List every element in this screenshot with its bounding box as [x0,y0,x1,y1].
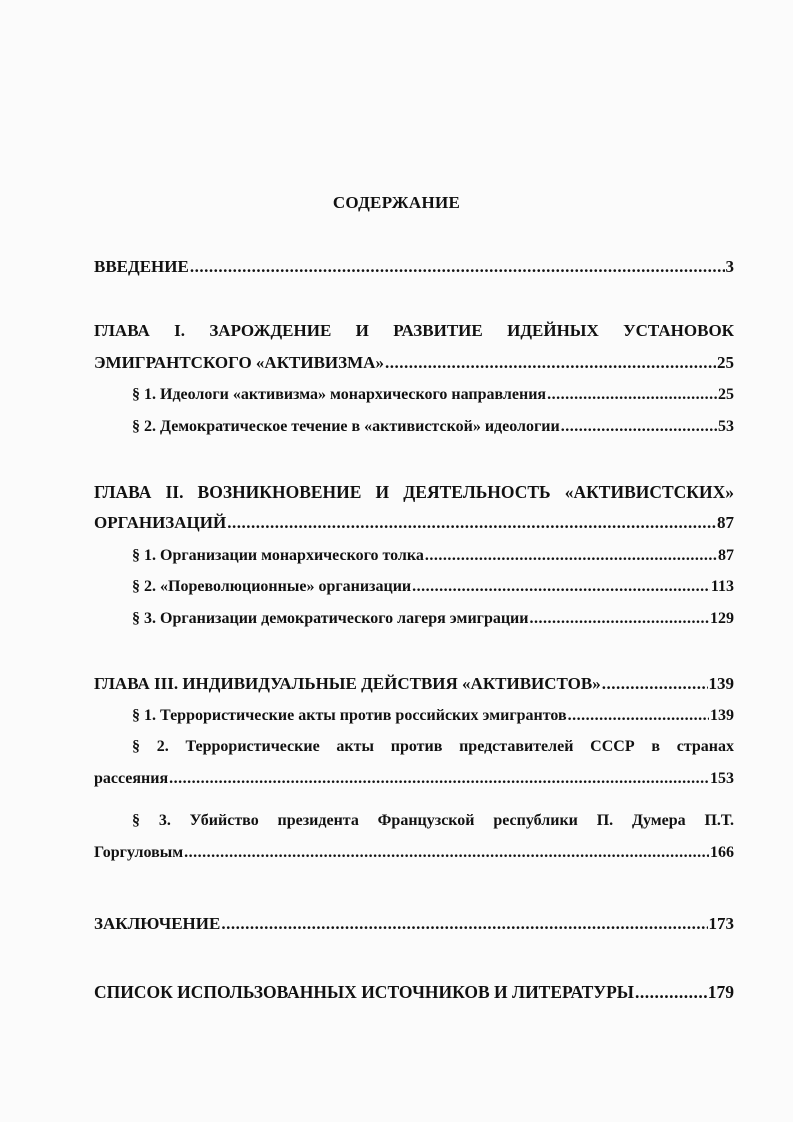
leader-dots [385,352,716,374]
toc-entry-chapter-2-section-1[interactable] [132,545,734,567]
page-number: 166 [710,844,734,861]
chapter-3-section-3-line1[interactable]: § 3. Убийство президента Французской республики П. Думера П.Т. [132,812,734,829]
leader-dots [561,416,717,438]
page-number: 87 [717,513,734,532]
toc-entry-chapter-1[interactable] [94,352,734,374]
entry-label: § 2. «Пореволюционные» организации [132,578,412,595]
toc-entry-chapter-3-section-3[interactable] [94,842,734,864]
toc-entry-chapter-2-section-3[interactable] [132,608,734,630]
leader-dots [169,768,709,790]
entry-label: § 3. Организации демократического лагеря эмиграции [132,610,529,627]
chapter-1-heading-line1[interactable]: ГЛАВА I. ЗАРОЖДЕНИЕ И РАЗВИТИЕ ИДЕЙНЫХ УСТАНОВОК [94,321,734,340]
toc-entry-chapter-3[interactable] [94,673,734,695]
page-number: 173 [708,914,734,933]
entry-label: СПИСОК ИСПОЛЬЗОВАННЫХ ИСТОЧНИКОВ И ЛИТЕРАТУРЫ [94,982,634,1002]
entry-label: ЗАКЛЮЧЕНИЕ [94,914,221,933]
page-number: 25 [718,386,734,403]
chapter-2-heading-line1[interactable]: ГЛАВА II. ВОЗНИКНОВЕНИЕ И ДЕЯТЕЛЬНОСТЬ «АКТИВИСТСКИХ» [94,482,734,502]
entry-label: ВВЕДЕНИЕ [94,257,189,276]
toc-entry-chapter-2-section-2[interactable] [132,576,734,598]
entry-label: ГЛАВА III. ИНДИВИДУАЛЬНЫЕ ДЕЙСТВИЯ «АКТИВИСТОВ» [94,674,601,693]
entry-label: § 1. Организации монархического толка [132,547,424,564]
toc-entry-conclusion[interactable] [94,913,734,935]
entry-label: рассеяния [94,770,169,787]
leader-dots [412,576,710,598]
leader-dots [221,913,707,935]
leader-dots [568,705,709,727]
page-number: 3 [725,257,734,276]
leader-dots [530,608,710,630]
leader-dots [602,673,708,695]
entry-label: § 2. Демократическое течение в «активистской» идеологии [132,418,560,435]
toc-entry-sources[interactable] [94,981,734,1003]
leader-dots [547,384,717,406]
page-number: 113 [710,578,734,595]
toc-entry-chapter-3-section-1[interactable] [132,705,734,727]
page-number: 129 [710,610,734,627]
entry-label: § 1. Террористические акты против российских эмигрантов [132,707,567,724]
page-number: 53 [718,418,734,435]
leader-dots [184,842,709,864]
page-number: 139 [708,674,734,693]
toc-entry-chapter-1-section-2[interactable] [132,416,734,438]
chapter-3-section-2-line1[interactable]: § 2. Террористические акты против представителей СССР в странах [132,738,734,755]
toc-entry-chapter-3-section-2[interactable] [94,768,734,790]
leader-dots [635,981,707,1003]
toc-entry-introduction[interactable] [94,256,734,278]
leader-dots [227,512,716,534]
toc-entry-chapter-1-section-1[interactable] [132,384,734,406]
entry-label: Горгуловым [94,844,184,861]
entry-label: ЭМИГРАНТСКОГО «АКТИВИЗМА» [94,353,384,372]
leader-dots [425,545,717,567]
leader-dots [190,256,725,278]
entry-label: § 1. Идеологи «активизма» монархического направления [132,386,547,403]
entry-label: ОРГАНИЗАЦИЙ [94,513,227,532]
page-number: 25 [717,353,734,372]
page-number: 87 [718,547,734,564]
page-number: 139 [710,707,734,724]
toc-entry-chapter-2[interactable] [94,512,734,534]
page-number: 179 [707,982,734,1002]
page-number: 153 [710,770,734,787]
toc-title: СОДЕРЖАНИЕ [332,193,461,212]
